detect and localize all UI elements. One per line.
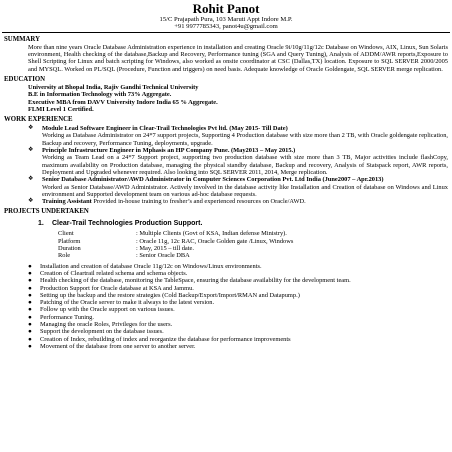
bullet-icon: ❖ xyxy=(28,176,34,183)
list-item xyxy=(28,285,448,292)
detail-value: : Oracle 11g, 12c RAC, Oracle Golden gate /Linux, Windows xyxy=(136,237,294,245)
detail-value: : Senior Oracle DBA xyxy=(136,252,190,260)
list-item xyxy=(28,306,448,313)
list-item xyxy=(28,328,448,335)
task-text: Installation and creation of database Oracle 11g/12c on Windows/Linux environments. xyxy=(40,262,262,270)
projects-title: PROJECTS UNDERTAKEN xyxy=(4,208,89,216)
list-item xyxy=(28,336,448,343)
detail-value: : Multiple Clients (Govt of KSA, Indian defense Ministry). xyxy=(136,230,287,238)
bullet-icon: ● xyxy=(28,262,32,270)
list-item xyxy=(28,299,448,306)
table-row xyxy=(58,230,293,237)
education-line-3: Executive MBA from DAVV University Indore India 65 % Aggregate. xyxy=(28,98,218,106)
detail-key: Duration xyxy=(58,245,81,253)
list-item xyxy=(28,343,448,350)
list-item xyxy=(28,263,448,270)
work-item-body: Working as Database Administrator on 24*7 support projects, Supporting 4 Production database with size more than 2 TB, with Oracle goldengate replication, Backup and recovery, Performance Tuning, deployments, upgrade. xyxy=(42,132,448,147)
education-line-2: B.E in Information Technology with 73% Aggregate. xyxy=(28,91,172,99)
task-text: Movement of the database from one server to another server. xyxy=(40,342,196,350)
task-text: Creation of Index, rebuilding of index and reorganize the database for performance improvements xyxy=(40,335,291,343)
table-row xyxy=(58,252,293,259)
bullet-icon: ● xyxy=(28,291,32,299)
education-line-1: University at Bhopal India, Rajiv Gandhi Technical University xyxy=(28,84,199,91)
detail-key: Role xyxy=(58,252,71,260)
bullet-icon: ● xyxy=(28,277,32,285)
table-row xyxy=(58,238,293,245)
header-divider xyxy=(2,32,450,33)
work-item xyxy=(28,176,448,198)
bullet-icon: ● xyxy=(28,321,32,329)
bullet-icon: ● xyxy=(28,342,32,350)
contact-address: 15/C Prajapath Pura, 103 Maruti Appt Indore M.P. xyxy=(159,16,293,23)
project-details xyxy=(58,230,293,259)
task-text: Production Support for Oracle database at KSA and Jammu. xyxy=(40,284,194,292)
work-list xyxy=(28,125,448,205)
work-item-body: Working as Team Lead on a 24*7 Support project, supporting two production database with size more than 3 TB, Major activities include flashCopy, maximum availability on Production database, managing the physical standby database, Backup and recovery, Analysis of Statspack report, AWR reports, Deployment and Upgraded whenever required. Also looking into SQL SERVER 2011, 2014, Merge replication. xyxy=(42,154,448,176)
education-line-4: FLMI Level 1 Certified. xyxy=(28,105,94,113)
task-text: Managing the oracle Roles, Privileges for the users. xyxy=(40,321,173,329)
bullet-icon: ❖ xyxy=(28,198,34,205)
detail-value: : May, 2015 – till date. xyxy=(136,245,194,253)
work-item-head: Principle Infrastructure Engineer in Mphasis an HP Company Pune. (May2013 – May 2015.) xyxy=(42,147,296,155)
bullet-icon: ● xyxy=(28,269,32,277)
list-item xyxy=(28,277,448,284)
bullet-icon: ❖ xyxy=(28,147,34,154)
project-name: Clear-Trail Technologies Production Support. xyxy=(52,220,203,228)
work-item xyxy=(28,147,448,176)
bullet-icon: ● xyxy=(28,328,32,336)
bullet-icon: ● xyxy=(28,284,32,292)
work-item-body: Worked as Senior Database/AWD Administrator. Actively involved in the database activity like Installation and Creation of database on Windows and Linux environment and Supported development team on various ad-hoc database requests. xyxy=(42,183,448,198)
task-text: Patching of the Oracle server to make it always to the latest version. xyxy=(40,299,215,307)
work-item-head: Senior Database Administrator/AWD Administrator in Computer Sciences Corporation Pvt. Ltd India (June2007 – Apr.2013) xyxy=(42,176,384,184)
list-item xyxy=(28,314,448,321)
task-text: Creation of Cleartrail related schema and schema objects. xyxy=(40,269,188,277)
task-text: Support the development on the database issues. xyxy=(40,328,164,336)
bullet-icon: ● xyxy=(28,306,32,314)
bullet-icon: ❖ xyxy=(28,125,34,132)
task-text: Setting up the backup and the restore strategies (Cold Backup/Export/Import/RMAN and Datapump.) xyxy=(40,291,300,299)
education-title: EDUCATION xyxy=(4,76,46,83)
bullet-icon: ● xyxy=(28,299,32,307)
work-item-body: Provided in-house training to fresher’s and experienced resources on Oracle/AWD. xyxy=(93,198,306,206)
work-item-head: Training Assistant xyxy=(42,198,92,206)
bullet-icon: ● xyxy=(28,335,32,343)
bullet-icon: ● xyxy=(28,313,32,321)
list-item xyxy=(28,292,448,299)
work-item xyxy=(28,198,448,205)
list-item xyxy=(28,321,448,328)
list-item xyxy=(28,270,448,277)
task-text: Performance Tuning. xyxy=(40,313,94,321)
detail-key: Platform xyxy=(58,237,81,245)
contact-phone-email: +91 9977785343, panot4u@gmail.com xyxy=(174,23,278,31)
task-text: Health checking of the database, monitoring the TableSpace, ensuring the database availability for the development team. xyxy=(40,277,351,285)
work-item xyxy=(28,125,448,147)
summary-text: More than nine years Oracle Database Administration experience in installation and creating Oracle 9i/10g/11g/12c Database on Windows, AIX, Linux, Sun Solaris environment, Health checking of the database,Backup and Recovery, Performance tuning (SGA and Query Tuning), Analysis of ADDM/AWR reports,Exposure to Shell Scripting for Linux and batch scripting for Windows, also worked as onsite coordinator at CSC (Dallas,TX) location. Exposure to SQL SERVER 2000/2005 and MYSQL. Worked on PL/SQL (Procedure, Function and triggers) on need basis. Adequate knowledge of Oracle Goldengate, SQL SERVER merge replication. xyxy=(28,43,448,73)
task-text: Follow up with the Oracle support on various issues. xyxy=(40,306,175,314)
work-item-head: Module Lead Software Engineer in Clear-Trail Technologies Pvt ltd. (May 2015- Till Date) xyxy=(42,125,288,133)
summary-title: SUMMARY xyxy=(4,35,41,43)
detail-key: Client xyxy=(58,230,74,238)
work-title: WORK EXPERIENCE xyxy=(4,116,73,124)
project-number: 1. xyxy=(38,220,44,228)
project-heading xyxy=(38,219,452,228)
project-task-list xyxy=(28,263,448,351)
candidate-name: Rohit Panot xyxy=(192,1,260,16)
table-row xyxy=(58,245,293,252)
